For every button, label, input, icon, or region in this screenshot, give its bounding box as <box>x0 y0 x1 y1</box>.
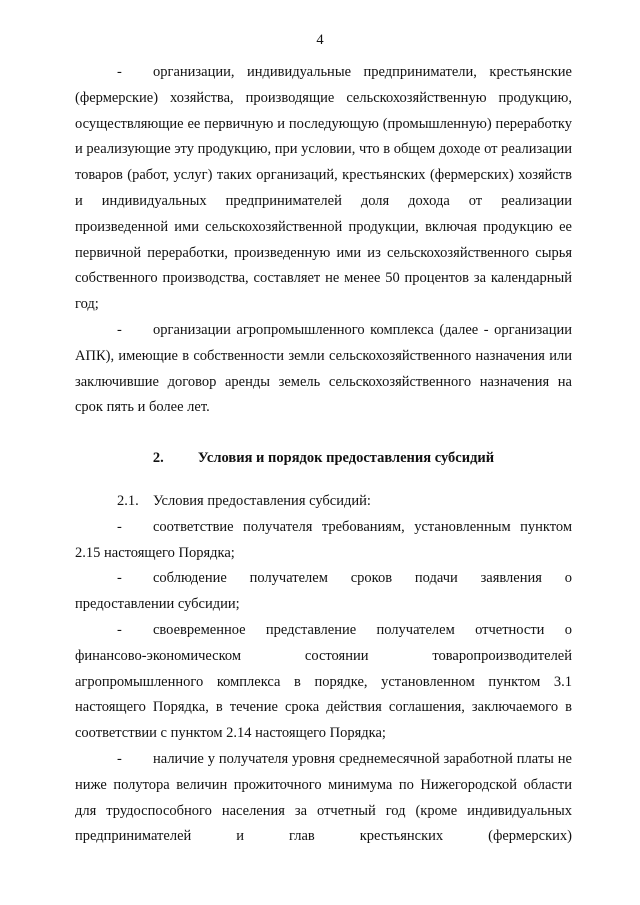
section-title: Условия и порядок предоставления субсидий <box>197 450 495 467</box>
list-item <box>75 747 572 850</box>
list-marker: - <box>117 518 122 535</box>
list-item-text: соответствие получателя требованиям, установленным пунктом 2.15 настоящего Порядка; <box>75 518 572 561</box>
list-marker: - <box>117 621 122 638</box>
section-number: 2. <box>152 450 164 467</box>
list-marker: - <box>117 570 122 587</box>
page-number: 4 <box>316 32 324 48</box>
list-item <box>75 618 572 747</box>
list-marker: - <box>117 750 122 767</box>
list-item <box>75 566 572 618</box>
list-item <box>75 60 572 318</box>
subsection-heading <box>75 489 572 515</box>
list-item-text: соблюдение получателем сроков подачи заявления о предоставлении субсидии; <box>75 570 572 613</box>
list-item <box>75 318 572 421</box>
list-item-text: организации, индивидуальные предприниматели, крестьянские (фермерские) хозяйства, производящие сельскохозяйственную продукцию, осуществляющие ее первичную и последующую (промышленную) переработку и реализующие эту продукцию, при условии, что в общем доходе от реализации товаров (работ, услуг) таких организаций, крестьянских (фермерских) хозяйств и индивидуальных предпринимателей доля дохода от реализации произведенной ими сельскохозяйственной продукции, включая продукцию ее первичной переработки, произведенную ими из сельскохозяйственного сырья собственного производства, составляет не менее 50 процентов за календарный год; <box>75 64 572 313</box>
subsection-title: Условия предоставления субсидий: <box>153 492 371 509</box>
list-marker: - <box>117 321 122 338</box>
list-item-text: наличие у получателя уровня среднемесячной заработной платы не ниже полутора величин прожиточного минимума по Нижегородской области для трудоспособного населения за отчетный год (кроме индивидуальных предпринимателей и глав крестьянских (фермерских) <box>75 750 572 845</box>
document-body <box>75 60 572 850</box>
list-item-text: своевременное представление получателем отчетности о финансово-экономическом состоянии товаропроизводителей агропромышленного комплекса в порядке, установленном пунктом 3.1 настоящего Порядка, в течение срока действия соглашения, заключаемого в соответствии с пунктом 2.14 настоящего Порядка; <box>75 621 572 742</box>
list-item-text: организации агропромышленного комплекса (далее - организации АПК), имеющие в собственности земли сельскохозяйственного назначения или заключившие договор аренды земель сельскохозяйственного назначения на срок пять и более лет. <box>75 321 572 416</box>
subsection-number: 2.1. <box>117 492 139 509</box>
section-heading <box>75 446 572 472</box>
list-marker: - <box>117 64 122 80</box>
list-item <box>75 515 572 567</box>
